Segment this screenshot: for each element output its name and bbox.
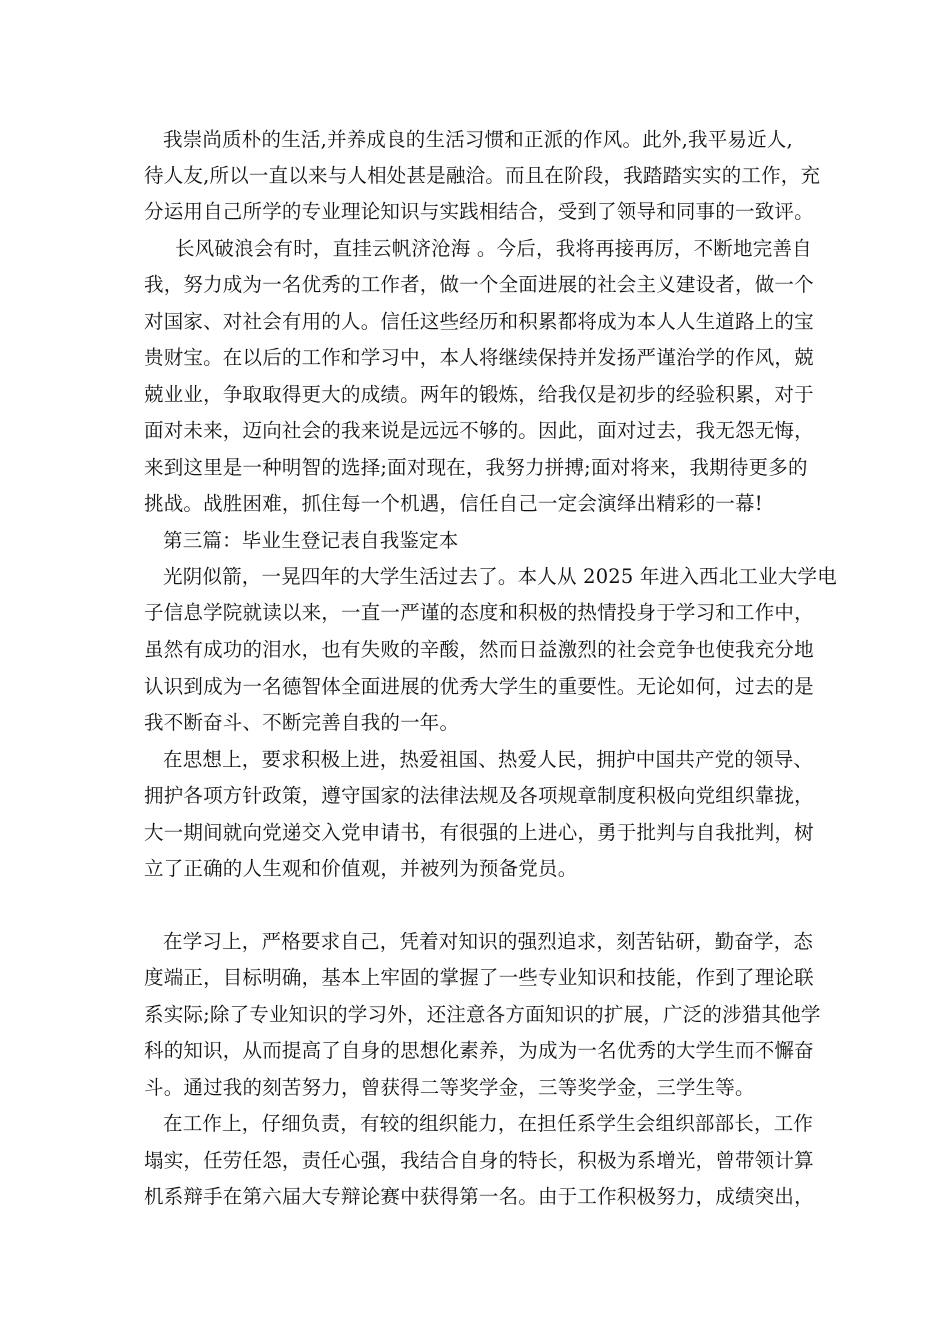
paragraph-line: 长风破浪会有时，直挂云帆济沧海 。今后，我将再接再厉，不断地完善自 [175, 237, 812, 260]
paragraph-line: 系实际;除了专业知识的学习外，还注意各方面知识的扩展，广泛的涉猎其他学 [144, 1003, 821, 1026]
paragraph-line: 在学习上，严格要求自己，凭着对知识的强烈追求，刻苦钻研，勤奋学，态 [163, 930, 814, 953]
paragraph-line: 我，努力成为一名优秀的工作者，做一个全面进展的社会主义建设者，做一个 [144, 273, 814, 296]
paragraph-line: 面对未来，迈向社会的我来说是远远不够的。因此，面对过去，我无怨无悔， [144, 419, 814, 442]
paragraph-line: 斗。通过我的刻苦努力，曾获得二等奖学金，三等奖学金，三学生等。 [144, 1076, 755, 1099]
paragraph-line: 分运用自己所学的专业理论知识与实践相结合，受到了领导和同事的一致评。 [144, 200, 814, 223]
paragraph-line: 立了正确的人生观和价值观，并被列为预备党员。 [144, 857, 578, 880]
paragraph-line: 我崇尚质朴的生活,并养成良的生活习惯和正派的作风。此外,我平易近人, [163, 128, 793, 151]
paragraph-line: 大一期间就向党递交入党申请书，有很强的上进心，勇于批判与自我批判，树 [144, 821, 814, 844]
paragraph-line: 我不断奋斗、不断完善自我的一年。 [144, 711, 460, 734]
paragraph-line: 拥护各项方针政策，遵守国家的法律法规及各项规章制度积极向党组织靠拢， [144, 784, 814, 807]
paragraph-line: 光阴似箭，一晃四年的大学生活过去了。本人从 2025 年进入西北工业大学电 [163, 565, 837, 588]
paragraph-line: 虽然有成功的泪水，也有失败的辛酸，然而日益激烈的社会竞争也使我充分地 [144, 638, 814, 661]
paragraph-line: 子信息学院就读以来，一直一严谨的态度和积极的热情投身于学习和工作中， [144, 601, 814, 624]
paragraph-line: 在工作上，仔细负责，有较的组织能力，在担任系学生会组织部部长，工作 [163, 1112, 814, 1135]
paragraph-line: 挑战。战胜困难，抓住每一个机遇，信任自己一定会演绎出精彩的一幕! [144, 492, 763, 515]
paragraph-line: 在思想上，要求积极上进，热爱祖国、热爱人民，拥护中国共产党的领导、 [163, 748, 814, 771]
paragraph-line: 塌实，任劳任怨，责任心强，我结合自身的特长，积极为系增光，曾带领计算 [144, 1149, 814, 1172]
section-heading: 第三篇：毕业生登记表自我鉴定本 [163, 529, 459, 552]
paragraph-line: 对国家、对社会有用的人。信任这些经历和积累都将成为本人人生道路上的宝 [144, 310, 814, 333]
paragraph-line: 兢业业，争取取得更大的成绩。两年的锻炼，给我仅是初步的经验积累，对于 [144, 383, 814, 406]
paragraph-line: 认识到成为一名德智体全面进展的优秀大学生的重要性。无论如何，过去的是 [144, 675, 814, 698]
paragraph-line: 贵财宝。在以后的工作和学习中，本人将继续保持并发扬严谨治学的作风，兢 [144, 346, 814, 369]
paragraph-line: 来到这里是一种明智的选择;面对现在，我努力拼搏;面对将来，我期待更多的 [144, 456, 808, 479]
paragraph-line: 待人友,所以一直以来与人相处甚是融洽。而且在阶段，我踏踏实实的工作，充 [144, 164, 821, 187]
paragraph-line: 科的知识，从而提高了自身的思想化素养，为成为一名优秀的大学生而不懈奋 [144, 1039, 814, 1062]
paragraph-line: 度端正，目标明确，基本上牢固的掌握了一些专业知识和技能，作到了理论联 [144, 966, 814, 989]
paragraph-line: 机系辩手在第六届大专辩论赛中获得第一名。由于工作积极努力，成绩突出， [144, 1185, 814, 1208]
